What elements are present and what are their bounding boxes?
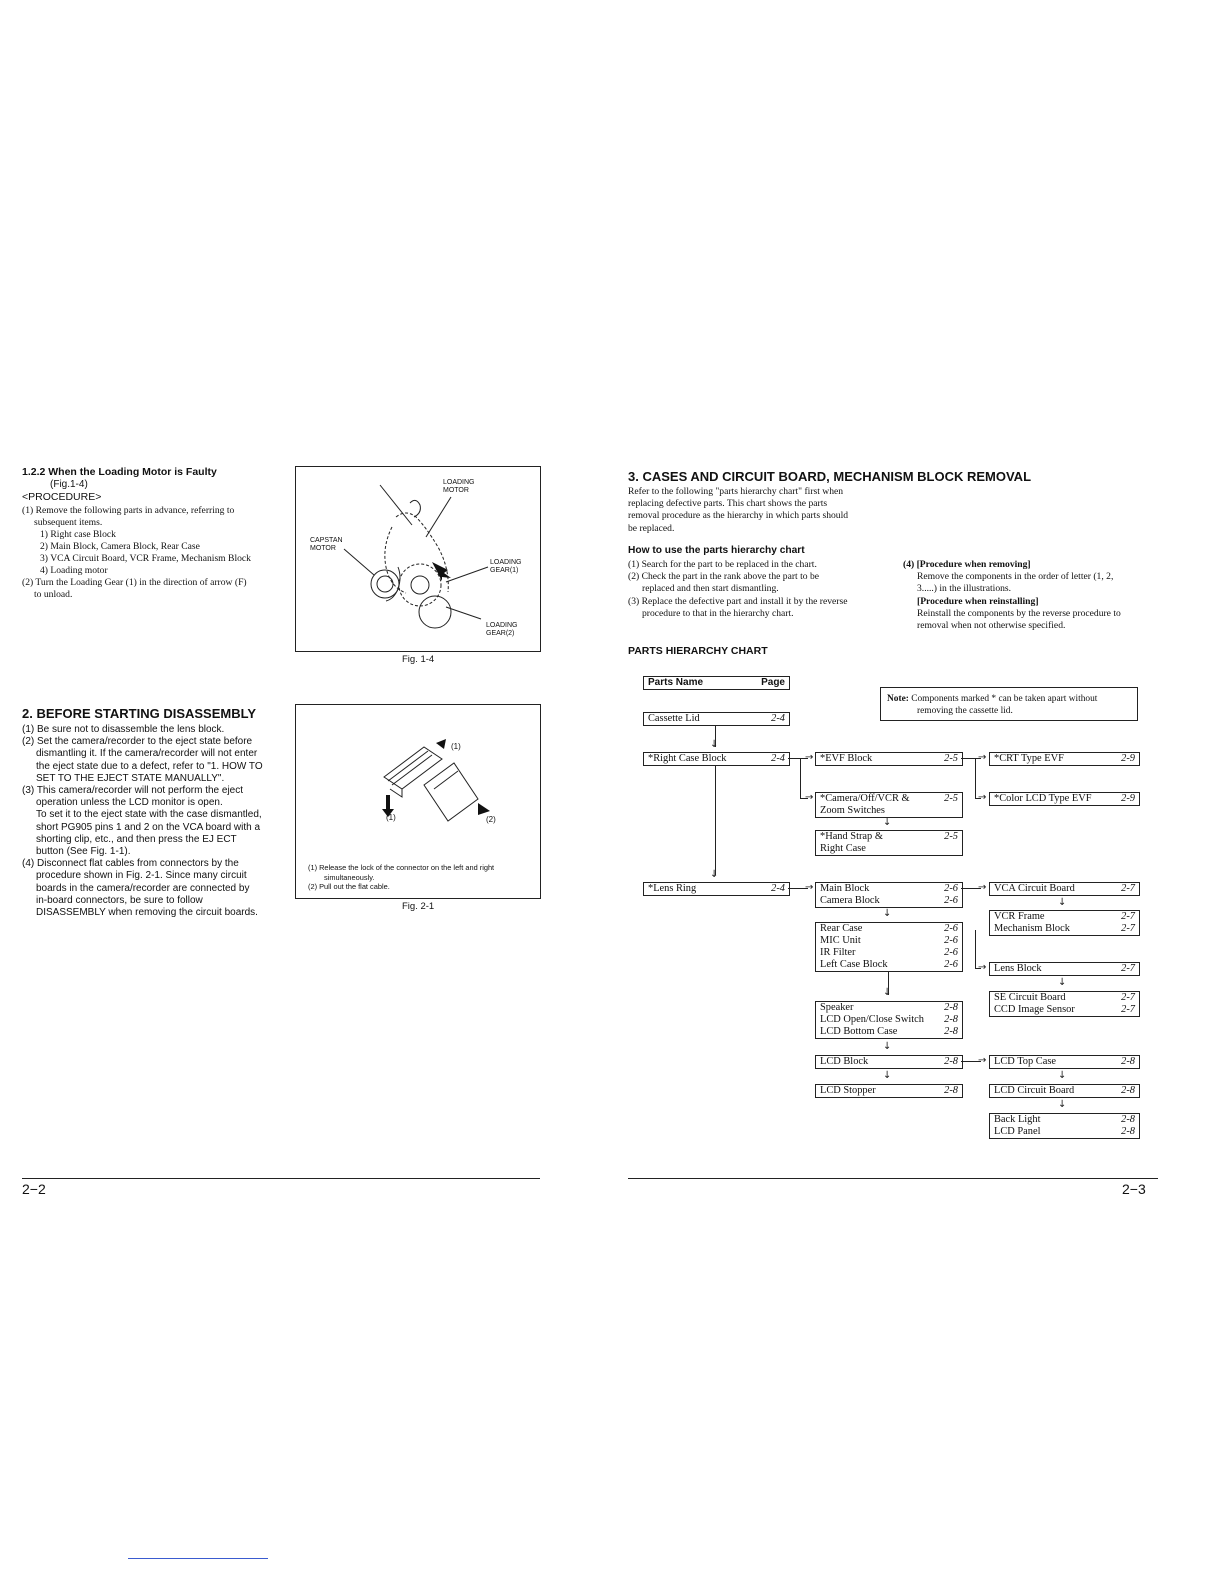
item: 4) Loading motor — [40, 565, 108, 576]
part-vca-circuit-board: VCA Circuit Board 2-7 — [989, 882, 1140, 896]
part-main-camera-block: Main Block 2-6 Camera Block 2-6 — [815, 882, 963, 908]
part-hand-strap-right-case: *Hand Strap & 2-5 Right Case — [815, 830, 963, 856]
right-arrow-icon: → — [805, 882, 814, 893]
loading-gear2-label: LOADING GEAR(2) — [486, 622, 518, 637]
part-camera-off-vcr-switches: *Camera/Off/VCR & 2-5 Zoom Switches — [815, 792, 963, 818]
part-lcd-stopper: LCD Stopper 2-8 — [815, 1084, 963, 1098]
howto-title: How to use the parts hierarchy chart — [628, 545, 805, 556]
down-arrow-icon: ↓ — [1058, 1070, 1067, 1081]
section-2-text: (1) Be sure not to disassemble the lens block. (2) Set the camera/recorder to the eject state before dismantling it. If the camera/recorder will not enter the eject state due to a defect, refer to "1. HOW TO SET TO THE EJECT STATE MANUALLY". (3) This camera/recorder will not perform the eject operation unless the LCD monitor is open. To set it to the eject state with the case dismantled, short PG905 pins 1 and 2 on the VCA board with a shorting clip, etc., and then press the EJ ECT button (See Fig. 1-1). (4) Disconnect flat cables from connectors by the procedure shown in Fig. 2-1. Since many circuit boards in the camera/recorder are connected by in-board connectors, be sure to follow DISASSEMBLY when removing the circuit boards. — [22, 724, 263, 919]
right-arrow-icon: → — [805, 752, 814, 763]
down-arrow-icon: ↓ — [1058, 1099, 1067, 1110]
part-back-light-group: Back Light 2-8 LCD Panel 2-8 — [989, 1113, 1140, 1139]
right-arrow-icon: → — [805, 792, 814, 803]
step-2: (2) Turn the Loading Gear (1) in the direction of arrow (F) — [22, 577, 247, 588]
section-title: 2. BEFORE STARTING DISASSEMBLY — [22, 706, 257, 721]
down-arrow-icon: ↓ — [883, 908, 892, 919]
down-arrow-icon: ↓ — [1058, 897, 1067, 908]
loading-gear1-label: LOADING GEAR(1) — [490, 559, 522, 574]
part-speaker-group: Speaker 2-8 LCD Open/Close Switch 2-8 LCD Bottom Case 2-8 — [815, 1001, 963, 1039]
item: 3) VCA Circuit Board, VCR Frame, Mechanism Block — [40, 553, 251, 564]
figure-2-1 — [295, 704, 541, 899]
step-1-cont: subsequent items. — [34, 517, 103, 528]
connector — [975, 758, 976, 798]
part-lcd-top-case: LCD Top Case 2-8 — [989, 1055, 1140, 1069]
figure-1-4 — [295, 466, 541, 652]
part-lcd-block: LCD Block 2-8 — [815, 1055, 963, 1069]
connector — [975, 930, 976, 968]
right-arrow-icon: → — [978, 792, 987, 803]
part-lcd-circuit-board: LCD Circuit Board 2-8 — [989, 1084, 1140, 1098]
page-number: 2−3 — [1122, 1181, 1146, 1197]
down-arrow-icon: ↓ — [883, 1070, 892, 1081]
connector — [800, 758, 801, 798]
procedure-label: <PROCEDURE> — [22, 491, 102, 503]
part-evf-block: *EVF Block 2-5 — [815, 752, 963, 766]
step-1: (1) Remove the following parts in advance, referring to — [22, 505, 235, 516]
procedure-notes: (4) [Procedure when removing] Remove the components in the order of letter (1, 2, 3.....) in the illustrations. [Procedure when reinstalling] Reinstall the components by the reverse procedure to removal when not otherwise specified. — [903, 559, 1121, 632]
scan-mark — [128, 1558, 268, 1559]
capstan-motor-label: CAPSTAN MOTOR — [310, 537, 343, 552]
connector-illustration — [296, 705, 540, 855]
label-2: (2) — [486, 815, 496, 824]
chart-header: Parts Name Page — [643, 676, 790, 690]
part-lens-ring: *Lens Ring 2-4 — [643, 882, 790, 896]
label-1-left: (1) — [386, 813, 396, 822]
down-arrow-icon: ↓ — [710, 869, 719, 880]
connector — [715, 765, 716, 875]
item: 1) Right case Block — [40, 529, 116, 540]
right-arrow-icon: → — [978, 752, 987, 763]
part-lens-block: Lens Block 2-7 — [989, 962, 1140, 976]
howto-text: (1) Search for the part to be replaced in the chart. (2) Check the part in the rank above the part to be replaced and then start dismantling. (3) Replace the defective part and install it by the reverse procedure to that in the hierarchy chart. — [628, 559, 848, 619]
label-1: (1) — [451, 742, 461, 751]
right-arrow-icon: → — [978, 882, 987, 893]
part-crt-type-evf: *CRT Type EVF 2-9 — [989, 752, 1140, 766]
down-arrow-icon: ↓ — [883, 987, 892, 998]
part-cassette-lid: Cassette Lid 2-4 — [643, 712, 790, 726]
loading-motor-label: LOADING MOTOR — [443, 479, 475, 494]
part-rear-case-group: Rear Case 2-6 MIC Unit 2-6 IR Filter 2-6 Left Case Block 2-6 — [815, 922, 963, 972]
section-title: 3. CASES AND CIRCUIT BOARD, MECHANISM BLOCK REMOVAL — [628, 469, 1032, 484]
fig-ref: (Fig.1-4) — [50, 479, 88, 490]
intro-text: Refer to the following "parts hierarchy chart" first when replacing defective parts. This chart shows the parts removal procedure as the hierarchy in which parts should be replaced. — [628, 486, 849, 534]
chart-note: Note: Components marked * can be taken apart without removing the cassette lid. — [880, 687, 1138, 721]
figure-notes: (1) Release the lock of the connector on the left and right simultaneously. (2) Pull out the flat cable. — [308, 863, 495, 891]
item: 2) Main Block, Camera Block, Rear Case — [40, 541, 200, 552]
step-2-cont: to unload. — [34, 589, 73, 600]
right-arrow-icon: → — [978, 962, 987, 973]
down-arrow-icon: ↓ — [1058, 977, 1067, 988]
footer-rule — [22, 1178, 540, 1179]
part-vcr-frame-group: VCR Frame 2-7 Mechanism Block 2-7 — [989, 910, 1140, 936]
part-color-lcd-type-evf: *Color LCD Type EVF 2-9 — [989, 792, 1140, 806]
figure-caption: Fig. 1-4 — [402, 654, 435, 665]
down-arrow-icon: ↓ — [883, 817, 892, 828]
part-se-circuit-group: SE Circuit Board 2-7 CCD Image Sensor 2-7 — [989, 991, 1140, 1017]
right-arrow-icon: → — [978, 1055, 987, 1066]
section-title: 1.2.2 When the Loading Motor is Faulty — [22, 466, 217, 478]
part-right-case-block: *Right Case Block 2-4 — [643, 752, 790, 766]
figure-caption: Fig. 2-1 — [402, 901, 435, 912]
page-number: 2−2 — [22, 1181, 46, 1197]
chart-title: PARTS HIERARCHY CHART — [628, 645, 768, 657]
down-arrow-icon: ↓ — [883, 1041, 892, 1052]
footer-rule — [628, 1178, 1158, 1179]
down-arrow-icon: ↓ — [710, 739, 719, 750]
